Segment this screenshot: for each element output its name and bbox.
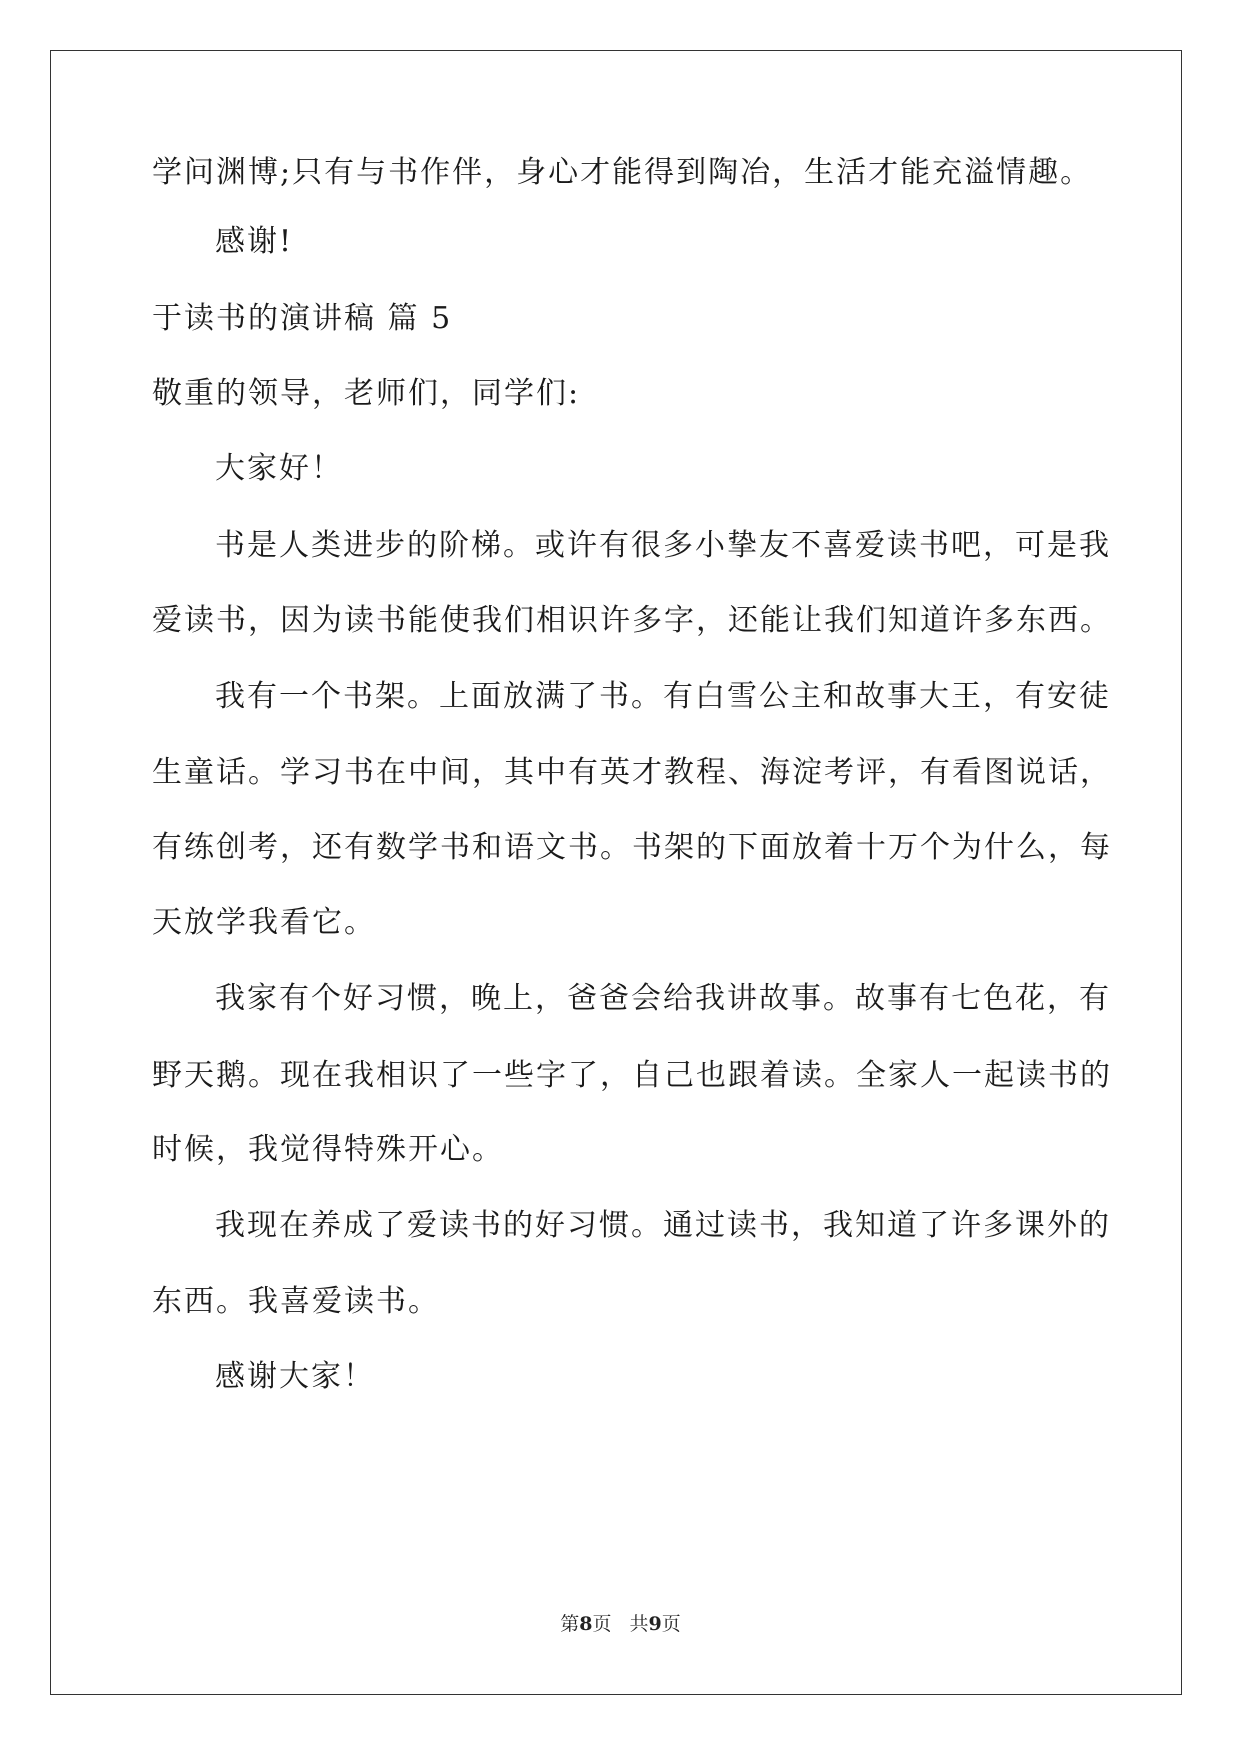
text-line: 我现在养成了爱读书的好习惯。通过读书，我知道了许多课外的 <box>215 1208 1111 1243</box>
greeting: 大家好！ <box>215 451 343 486</box>
text-line: 爱读书，因为读书能使我们相识许多字，还能让我们知道许多东西。 <box>152 603 1112 638</box>
text-line: 我有一个书架。上面放满了书。有白雪公主和故事大王，有安徒 <box>215 679 1111 714</box>
text-line: 天放学我看它。 <box>152 905 376 940</box>
page-border <box>50 50 1182 1695</box>
page-prefix: 第 <box>560 1613 580 1635</box>
text-line: 时候，我觉得特殊开心。 <box>152 1132 504 1167</box>
salutation: 敬重的领导，老师们，同学们: <box>152 376 581 411</box>
page-unit: 页 <box>592 1613 612 1635</box>
page-total: 9 <box>648 1613 662 1635</box>
text-line: 东西。我喜爱读书。 <box>152 1284 440 1319</box>
total-prefix: 共 <box>629 1613 649 1635</box>
page-number-footer <box>0 1612 1241 1636</box>
section-heading: 于读书的演讲稿 篇 5 <box>152 301 453 336</box>
text-line: 有练创考，还有数学书和语文书。书架的下面放着十万个为什么，每 <box>152 830 1112 865</box>
text-line: 书是人类进步的阶梯。或许有很多小挚友不喜爱读书吧，可是我 <box>215 528 1111 563</box>
total-unit: 页 <box>661 1613 681 1635</box>
text-line: 我家有个好习惯，晚上，爸爸会给我讲故事。故事有七色花，有 <box>215 981 1111 1016</box>
text-line: 野天鹅。现在我相识了一些字了，自己也跟着读。全家人一起读书的 <box>152 1058 1112 1093</box>
text-line: 学问渊博;只有与书作伴，身心才能得到陶冶，生活才能充溢情趣。 <box>152 155 1093 190</box>
closing-line: 感谢大家！ <box>215 1359 375 1394</box>
page-current: 8 <box>579 1613 593 1635</box>
text-line: 感谢! <box>215 224 294 259</box>
text-line: 生童话。学习书在中间，其中有英才教程、海淀考评，有看图说话， <box>152 755 1112 790</box>
